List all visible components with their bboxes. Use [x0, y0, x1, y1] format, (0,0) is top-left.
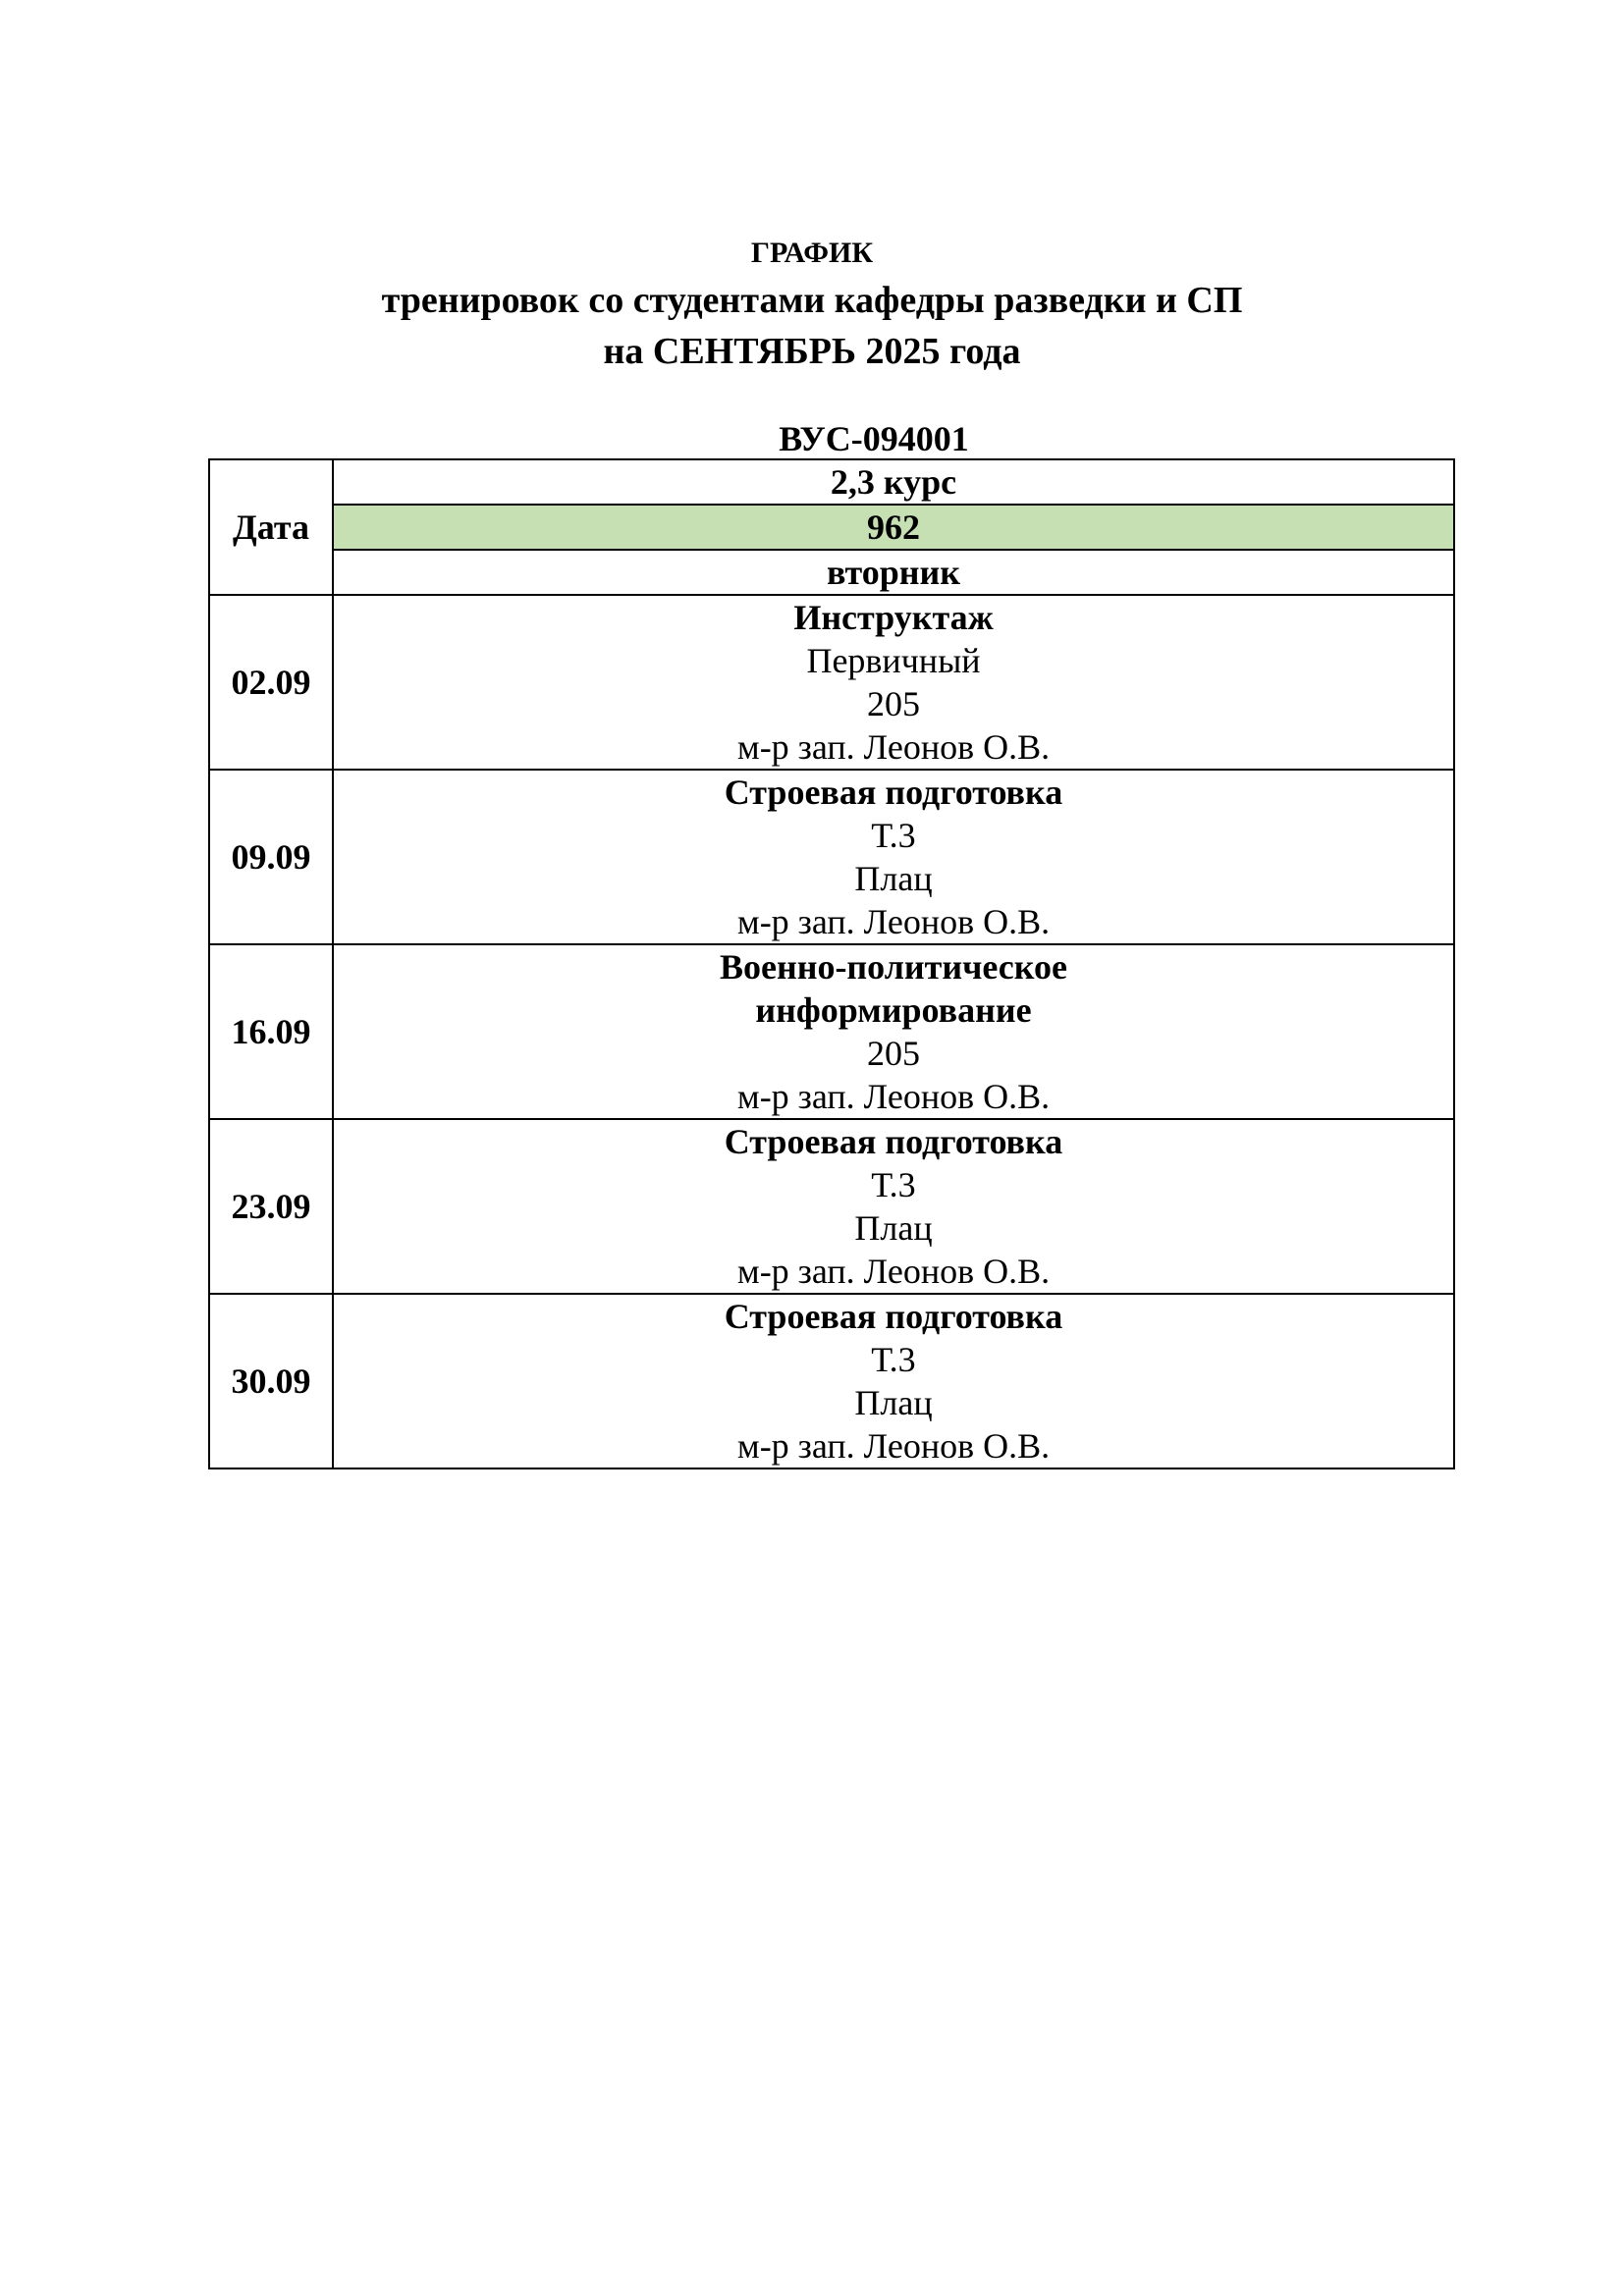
group-header: 962 — [333, 505, 1454, 550]
activity-detail: Т.3 — [871, 816, 916, 855]
row-date: 02.09 — [209, 595, 333, 770]
activity-detail: Первичный — [806, 641, 981, 680]
row-activity — [333, 944, 1454, 1119]
activity-detail: Т.3 — [871, 1165, 916, 1204]
activity-title: Военно-политическое — [719, 947, 1068, 987]
activity-title: информирование — [755, 990, 1032, 1030]
activity-detail: м-р зап. Леонов О.В. — [736, 727, 1051, 767]
date-column-header: Дата — [209, 459, 333, 595]
activity-detail: 205 — [867, 1034, 920, 1073]
activity-detail: м-р зап. Леонов О.В. — [736, 1077, 1051, 1116]
activity-detail: м-р зап. Леонов О.В. — [736, 1426, 1051, 1466]
activity-detail: Плац — [854, 1383, 933, 1422]
header-row-weekday — [209, 550, 1454, 595]
weekday-header: вторник — [333, 550, 1454, 595]
table-row — [209, 770, 1454, 944]
row-activity — [333, 1119, 1454, 1294]
schedule-table — [208, 458, 1455, 1469]
activity-detail: м-р зап. Леонов О.В. — [736, 1252, 1051, 1291]
course-header: 2,3 курс — [333, 459, 1454, 505]
activity-detail: Т.3 — [871, 1340, 916, 1379]
table-row — [209, 944, 1454, 1119]
row-date: 09.09 — [209, 770, 333, 944]
activity-title: Строевая подготовка — [724, 773, 1063, 812]
header-row-group — [209, 505, 1454, 550]
header-row-course — [209, 459, 1454, 505]
document-subtitle: тренировок со студентами кафедры разведки и СП — [381, 280, 1243, 321]
activity-title: Строевая подготовка — [724, 1122, 1063, 1161]
table-row — [209, 1294, 1454, 1468]
specialty-code: ВУС-094001 — [779, 419, 969, 458]
activity-detail: 205 — [867, 684, 920, 723]
table-row — [209, 595, 1454, 770]
row-date: 16.09 — [209, 944, 333, 1119]
row-activity — [333, 1294, 1454, 1468]
activity-title: Строевая подготовка — [724, 1297, 1063, 1336]
table-row — [209, 1119, 1454, 1294]
activity-title: Инструктаж — [793, 598, 994, 637]
row-activity — [333, 770, 1454, 944]
row-date: 23.09 — [209, 1119, 333, 1294]
activity-detail: м-р зап. Леонов О.В. — [736, 902, 1051, 941]
activity-detail: Плац — [854, 859, 933, 898]
document-period: на СЕНТЯБРЬ 2025 года — [603, 331, 1021, 372]
activity-detail: Плац — [854, 1208, 933, 1248]
document-title: ГРАФИК — [750, 237, 874, 269]
row-activity — [333, 595, 1454, 770]
row-date: 30.09 — [209, 1294, 333, 1468]
